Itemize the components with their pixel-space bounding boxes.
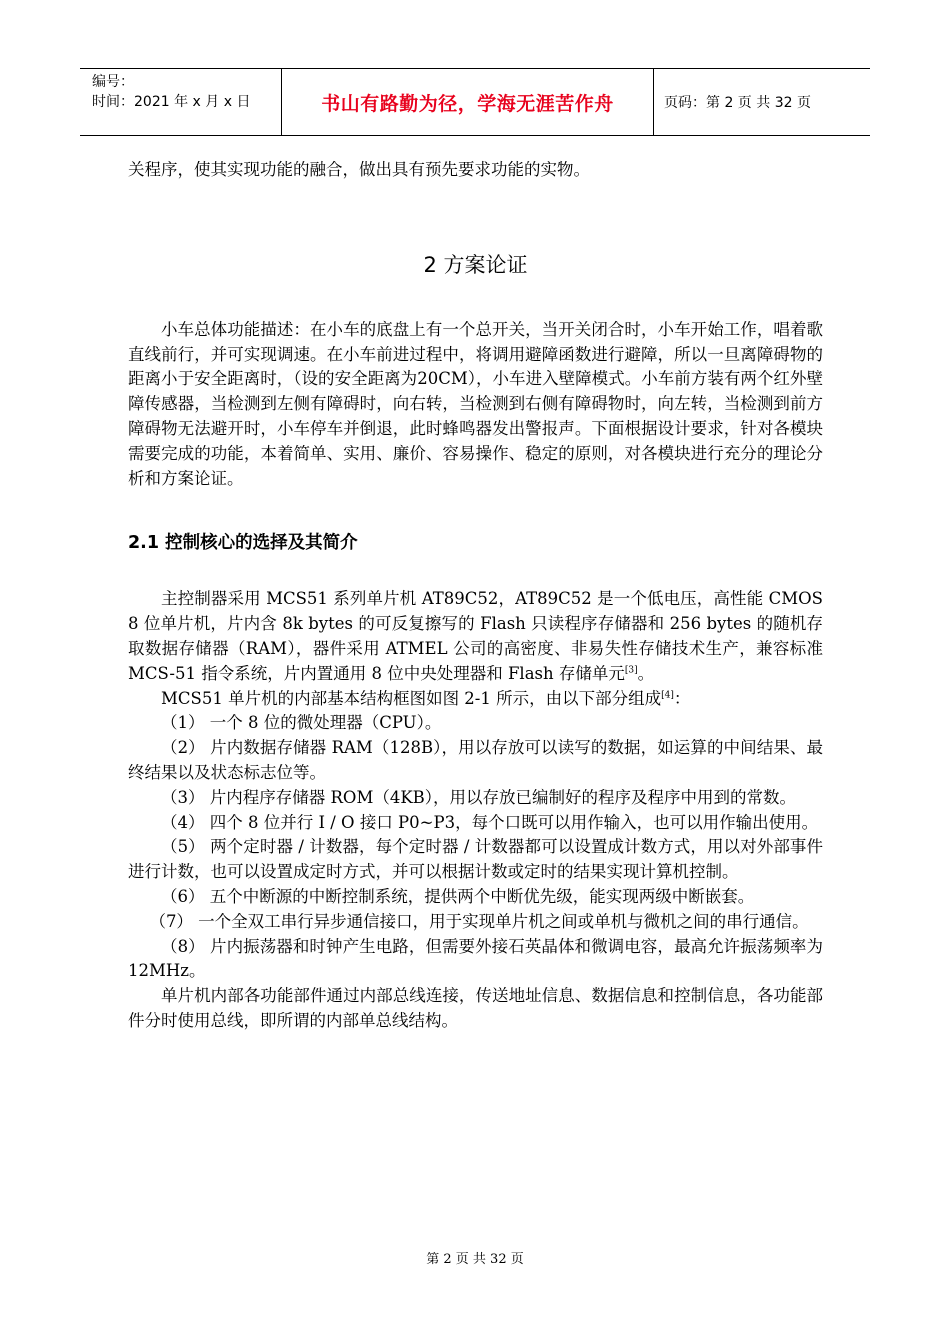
continued-paragraph: 关程序，使其实现功能的融合，做出具有预先要求功能的实物。 — [128, 160, 590, 179]
mcu-text: 主控制器采用 MCS51 系列单片机 AT89C52，AT89C52 是一个低电压，高性能 CMOS 8 位单片机，片内含 8k bytes 的可反复擦写的 Flash 只读程序存储器和 256 bytes 的随机存取数据存储器（RAM），器件采用 ATMEL 公司的高密度、非易失性存储技术生产，兼容标准 MCS-51 指令系统，片内置通用 8 位中央处理器和 Flash 存储单元 — [128, 589, 823, 683]
header-page-info: 页码：第 2 页 共 32 页 — [664, 95, 811, 111]
list-item: （8） 片内振荡器和时钟产生电路，但需要外接石英晶体和微调电容，最高允许振荡频率为 12MHz。 — [128, 936, 823, 981]
section-title: 2 方案论证 — [423, 252, 528, 277]
list-item: （6） 五个中断源的中断控制系统，提供两个中断优先级，能实现两级中断嵌套。 — [161, 886, 755, 906]
bus-paragraph: 单片机内部各功能部件通过内部总线连接，传送地址信息、数据信息和控制信息，各功能部件分时使用总线，即所谓的内部单总线结构。 — [128, 986, 823, 1030]
list-item: （2） 片内数据存储器 RAM（128B），用以存放可以读写的数据，如运算的中间结果、最终结果以及状态标志位等。 — [128, 738, 823, 782]
page-header — [80, 68, 870, 136]
list-item: （3） 片内程序存储器 ROM（4KB），用以存放已编制好的程序及程序中用到的常数。 — [161, 787, 797, 807]
structure-text: MCS51 单片机的内部基本结构框图如图 2-1 所示，由以下部分组成 — [161, 688, 662, 708]
header-meta — [80, 69, 282, 135]
header-time: 时间：2021 年 x 月 x 日 — [92, 94, 251, 110]
page-footer: 第 2 页 共 32 页 — [426, 1252, 524, 1267]
list-item: （4） 四个 8 位并行 I / O 接口 P0~P3，每个口既可以用作输入，也可以用作输出使用。 — [161, 812, 819, 832]
page-content — [128, 158, 823, 1034]
list-item: （5） 两个定时器 / 计数器，每个定时器 / 计数器都可以设置成计数方式，用以对外部事件进行计数，也可以设置成定时方式，并可以根据计数或定时的结果实现计算机控制。 — [128, 837, 823, 882]
citation-3: [3] — [624, 665, 638, 676]
list-item: （7） 一个全双工串行异步通信接口，用于实现单片机之间或单机与微机之间的串行通信。 — [149, 911, 809, 931]
header-number: 编号： — [92, 74, 134, 90]
subsection-title: 2.1 控制核心的选择及其简介 — [128, 533, 358, 554]
mcu-text-end: 。 — [637, 663, 655, 683]
citation-4: [4] — [661, 690, 674, 701]
structure-paragraph — [128, 687, 823, 712]
list-item: （1） 一个 8 位的微处理器（CPU）。 — [161, 713, 442, 733]
structure-text-end: ： — [673, 688, 691, 708]
mcu-paragraph — [128, 587, 823, 686]
overview-paragraph: 小车总体功能描述：在小车的底盘上有一个总开关，当开关闭合时，小车开始工作，唱着歌直线前行，并可实现调速。在小车前进过程中，将调用避障函数进行避障，所以一旦离障碍物的距离小于安全距离时，（设的安全距离为20CM），小车进入壁障模式。小车前方装有两个红外壁障传感器，当检测到左侧有障碍时，向右转，当检测到右侧有障碍物时，向左转，当检测到前方障碍物无法避开时，小车停车并倒退，此时蜂鸣器发出警报声。下面根据设计要求，针对各模块需要完成的功能，本着简单、实用、廉价、容易操作、稳定的原则，对各模块进行充分的理论分析和方案论证。 — [128, 319, 823, 488]
header-motto: 书山有路勤为径，学海无涯苦作舟 — [282, 69, 654, 135]
